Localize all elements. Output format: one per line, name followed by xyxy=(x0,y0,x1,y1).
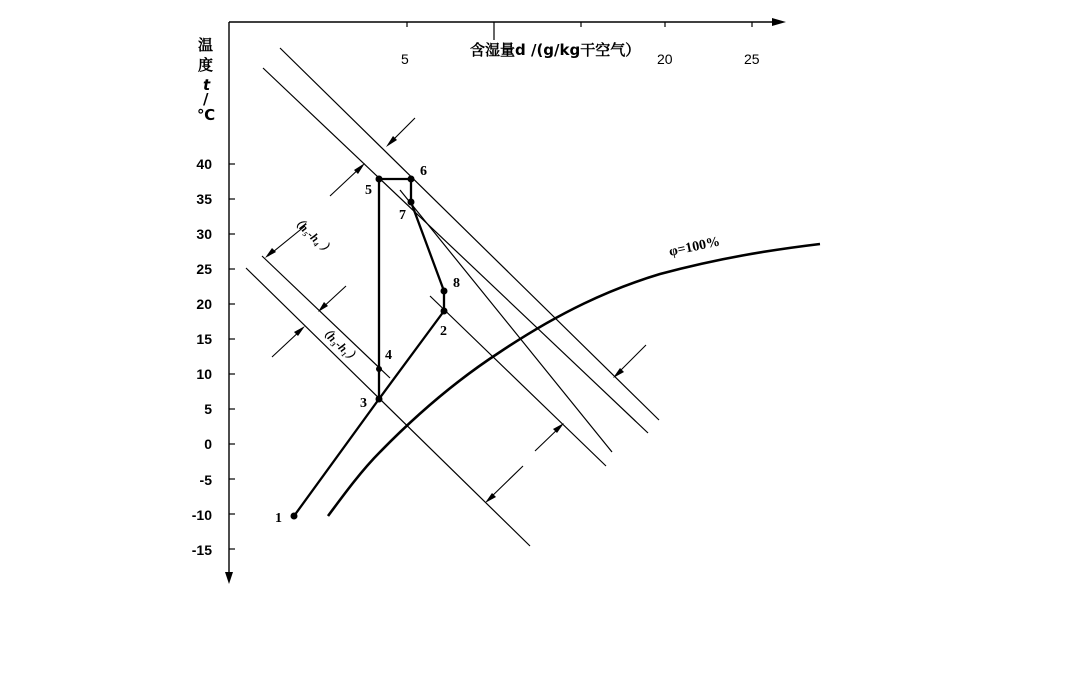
arrowhead-h5h4-top xyxy=(265,248,276,258)
moisture-axis-arrowhead xyxy=(772,18,786,26)
saturation-curve xyxy=(328,244,820,516)
point-label-1: 1 xyxy=(275,511,282,526)
state-point-1 xyxy=(291,513,298,520)
enthalpy-diff-upper-label: （h₅-h₄ ） xyxy=(287,211,337,259)
enthalpy-diff-lower-label: （h₃-h₁） xyxy=(315,321,362,367)
state-point-6 xyxy=(408,176,415,183)
state-point-3 xyxy=(376,396,383,403)
temp-label-minus-10: -10 xyxy=(191,507,212,523)
point-label-8: 8 xyxy=(453,276,460,291)
point-label-2: 2 xyxy=(440,324,447,339)
enthalpy-line-point7 xyxy=(400,190,612,452)
point-label-5: 5 xyxy=(365,183,372,198)
state-point-2 xyxy=(441,308,448,315)
dimension-arrows xyxy=(265,118,646,503)
moisture-tick-label-5: 5 xyxy=(401,51,409,67)
y-title-char-3: t xyxy=(203,76,211,94)
y-title-char-5: ℃ xyxy=(197,106,216,124)
state-point-7 xyxy=(408,199,415,206)
temp-label-0: 0 xyxy=(204,436,212,452)
temp-label-15: 15 xyxy=(196,331,212,347)
state-point-4 xyxy=(376,366,382,372)
temp-label-minus-15: -15 xyxy=(191,542,212,558)
enthalpy-line-point4 xyxy=(262,256,390,378)
moisture-tick-label-20: 20 xyxy=(657,51,673,67)
point-label-6: 6 xyxy=(420,164,427,179)
temp-label-40: 40 xyxy=(196,156,212,172)
temp-label-5: 5 xyxy=(204,401,212,417)
arrowhead-right-sat xyxy=(613,368,624,378)
enthalpy-line-point2 xyxy=(430,296,606,466)
point-label-3: 3 xyxy=(360,396,367,411)
moisture-tick-label-25: 25 xyxy=(744,51,760,67)
temperature-tick-labels xyxy=(192,156,212,558)
y-title-char-2: 度 xyxy=(198,56,214,74)
enthalpy-line-point6 xyxy=(280,48,659,420)
temp-label-35: 35 xyxy=(196,191,212,207)
state-point-8 xyxy=(441,288,448,295)
temp-label-25: 25 xyxy=(196,261,212,277)
saturation-label: φ=100% xyxy=(667,234,722,260)
moisture-ticks xyxy=(407,22,752,40)
point-label-4: 4 xyxy=(385,348,392,363)
moisture-axis-title: 含湿量d /(g/kg干空气） xyxy=(470,41,641,59)
y-title-char-1: 温 xyxy=(198,36,214,54)
temperature-ticks xyxy=(229,164,235,549)
temp-label-20: 20 xyxy=(196,296,212,312)
y-title-char-4: / xyxy=(203,90,209,108)
state-point-5 xyxy=(376,176,383,183)
temp-label-10: 10 xyxy=(196,366,212,382)
point-label-7: 7 xyxy=(399,208,406,223)
enthalpy-line-point3 xyxy=(246,268,530,546)
temp-label-30: 30 xyxy=(196,226,212,242)
temp-label-minus-5: -5 xyxy=(199,472,212,488)
temperature-axis-arrowhead xyxy=(225,572,233,584)
temperature-axis-title xyxy=(197,36,215,124)
